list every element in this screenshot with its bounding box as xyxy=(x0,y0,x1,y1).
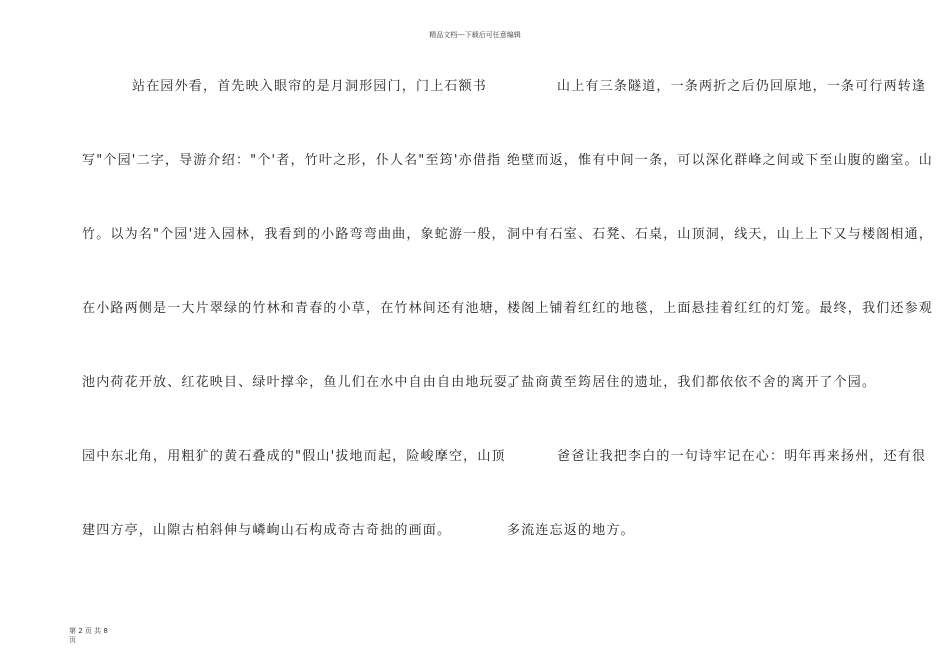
text-line: 池内荷花开放、红花映目、绿叶撑伞，鱼儿们在水中自由自由地玩耍。 xyxy=(82,375,523,390)
text-line: 绝壁而返，惟有中间一条，可以深化群峰之间或下至山腹的幽室。山 xyxy=(507,153,934,168)
text-line: 了盐商黄至筠居住的遗址，我们都依依不舍的离开了个园。 xyxy=(507,375,877,390)
text-line: 建四方亭，山隙古柏斜伸与嶙峋山石构成奇古奇拙的画面。 xyxy=(82,523,452,538)
text-line: 爸爸让我把李白的一句诗牢记在心：明年再来扬州，还有很 xyxy=(557,449,927,464)
text-line: 多流连忘返的地方。 xyxy=(507,523,635,538)
text-line: 楼阁上铺着红红的地毯，上面悬挂着红红的灯笼。最终，我们还参观 xyxy=(507,301,934,316)
text-line: 山上有三条隧道，一条两折之后仍回原地，一条可行两转逢 xyxy=(557,79,927,94)
text-line: 园中东北角，用粗犷的黄石叠成的"假山'拔地而起，险峻摩空，山顶 xyxy=(82,449,506,464)
left-column xyxy=(82,78,523,596)
text-line: 竹。以为名"个园'进入园林，我看到的小路弯弯曲曲，象蛇游一般， xyxy=(82,227,506,242)
text-line: 写"个园'二字，导游介绍："个'者，竹叶之形，仆人名"至筠'亦借指 xyxy=(82,153,502,168)
text-line: 洞中有石室、石凳、石桌，山顶洞，线天，山上上下又与楼阁相通， xyxy=(507,227,934,242)
right-column xyxy=(507,78,934,596)
text-line: 站在园外看，首先映入眼帘的是月洞形园门，门上石额书 xyxy=(132,79,488,94)
text-line: 在小路两侧是一大片翠绿的竹林和青春的小草，在竹林间还有池塘， xyxy=(82,301,509,316)
page-header: 精品文档---下载后可任意编辑 xyxy=(429,31,521,39)
page-number: 第 2 页 共 8 页 xyxy=(69,627,108,644)
